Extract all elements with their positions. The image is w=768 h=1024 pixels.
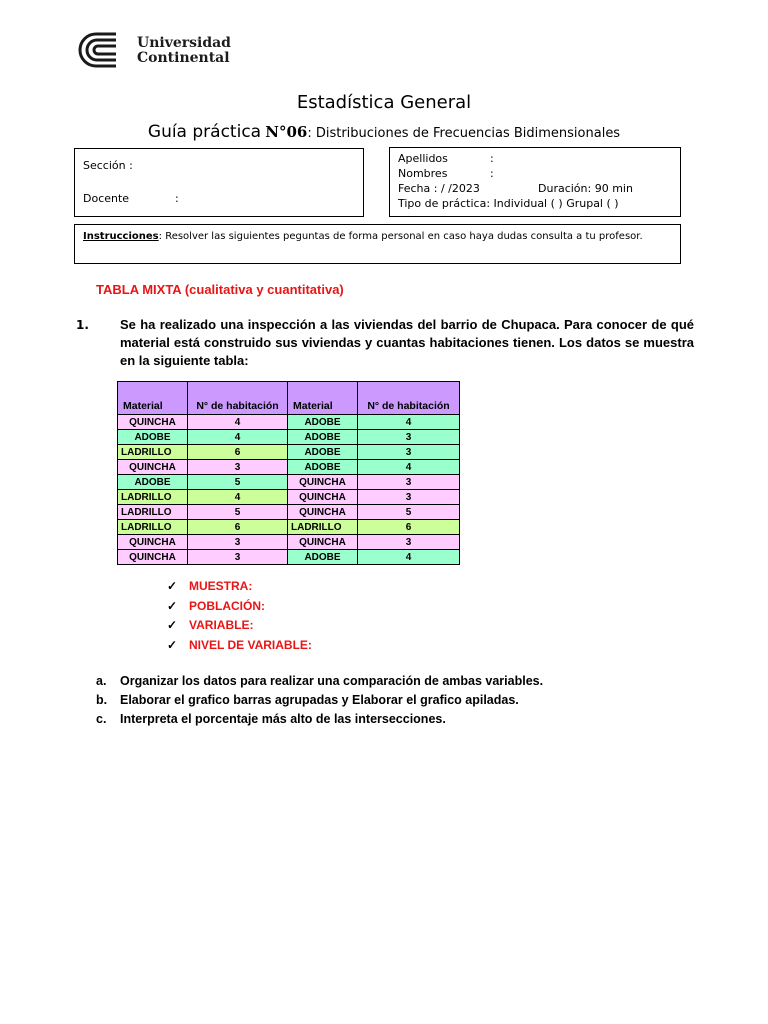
table-cell: QUINCHA: [118, 550, 188, 565]
table-cell: QUINCHA: [118, 415, 188, 430]
table-cell: LADRILLO: [288, 520, 358, 535]
apellidos-colon: :: [490, 152, 494, 165]
table-header: N° de habitación: [188, 382, 288, 415]
instructions-text: [83, 229, 671, 245]
table-header: Material: [118, 382, 188, 415]
table-cell: LADRILLO: [118, 520, 188, 535]
task-text: Interpreta el porcentaje más alto de las intersecciones.: [120, 712, 446, 726]
apellidos-label: Apellidos: [398, 152, 448, 165]
table-row: [118, 520, 460, 535]
table-cell: QUINCHA: [118, 535, 188, 550]
nombres-colon: :: [490, 167, 494, 180]
table-row: [118, 445, 460, 460]
section-title: TABLA MIXTA (cualitativa y cuantitativa): [96, 282, 344, 297]
checklist-label: NIVEL DE VARIABLE:: [189, 637, 312, 652]
table-row: [118, 535, 460, 550]
task-letter: c.: [96, 712, 107, 726]
table-cell: LADRILLO: [118, 490, 188, 505]
table-cell: 4: [358, 550, 460, 565]
table-cell: 6: [358, 520, 460, 535]
task-letter: a.: [96, 674, 107, 688]
logo-line1: Universidad: [137, 35, 231, 51]
table-cell: QUINCHA: [288, 505, 358, 520]
table-cell: 6: [188, 445, 288, 460]
table-cell: ADOBE: [288, 460, 358, 475]
table-cell: 3: [358, 475, 460, 490]
task-item: [96, 672, 543, 691]
table-cell: ADOBE: [118, 430, 188, 445]
table-cell: 5: [188, 475, 288, 490]
data-table: [117, 381, 460, 565]
table-cell: QUINCHA: [288, 535, 358, 550]
table-row: [118, 460, 460, 475]
table-header: Material: [288, 382, 358, 415]
table-cell: 5: [358, 505, 460, 520]
table-cell: 4: [188, 415, 288, 430]
seccion-label: Sección :: [83, 159, 133, 172]
table-cell: 4: [358, 460, 460, 475]
logo-text: [137, 36, 231, 66]
table-cell: 3: [188, 460, 288, 475]
info-box-left: [74, 148, 364, 217]
page-subtitle: [0, 122, 768, 142]
instructions-box: [74, 224, 681, 264]
checkmark-icon: ✓: [167, 598, 178, 613]
subtitle-number: N°06: [265, 123, 308, 141]
table-cell: QUINCHA: [118, 460, 188, 475]
task-text: Organizar los datos para realizar una comparación de ambas variables.: [120, 674, 544, 688]
checklist-item: [167, 636, 312, 656]
checkmark-icon: ✓: [167, 618, 178, 632]
checklist-label: VARIABLE:: [189, 618, 254, 632]
table-cell: 3: [358, 535, 460, 550]
table-cell: LADRILLO: [118, 445, 188, 460]
task-text: Elaborar el grafico barras agrupadas y Elaborar el grafico apiladas.: [120, 693, 519, 707]
instructions-label: Instrucciones: [83, 231, 159, 242]
table-cell: ADOBE: [288, 550, 358, 565]
logo-line2: Continental: [137, 50, 230, 66]
table-row: [118, 430, 460, 445]
docente-colon: :: [175, 192, 179, 205]
table-cell: ADOBE: [288, 415, 358, 430]
table-cell: ADOBE: [288, 445, 358, 460]
subtitle-rest: : Distribuciones de Frecuencias Bidimensionales: [307, 126, 621, 141]
checklist-item: [167, 616, 312, 636]
page-title: Estadística General: [296, 92, 472, 113]
table-row: [118, 415, 460, 430]
fecha-label: Fecha : / /2023: [398, 182, 480, 195]
table-cell: 3: [188, 535, 288, 550]
table-cell: 3: [358, 490, 460, 505]
checklist-item: [167, 577, 312, 597]
table-cell: ADOBE: [288, 430, 358, 445]
docente-label: Docente: [83, 192, 130, 205]
table-header-row: [118, 382, 460, 415]
instructions-body: : Resolver las siguientes peguntas de forma personal en caso haya dudas consulta a tu profesor.: [158, 231, 643, 242]
table-cell: 4: [188, 430, 288, 445]
table-cell: 5: [188, 505, 288, 520]
table-cell: 4: [358, 415, 460, 430]
nombres-label: Nombres: [398, 167, 448, 180]
subtitle-guide: Guía práctica: [147, 122, 262, 142]
duracion-label: Duración: 90 min: [538, 182, 633, 195]
checklist-label: POBLACIÓN:: [189, 598, 265, 613]
table-row: [118, 490, 460, 505]
table-cell: LADRILLO: [118, 505, 188, 520]
tipo-practica-label: Tipo de práctica: Individual ( ) Grupal ( ): [398, 197, 619, 210]
checklist-label: MUESTRA:: [189, 579, 253, 593]
checkmark-icon: ✓: [167, 637, 178, 652]
info-box-right: [389, 147, 681, 217]
table-cell: 4: [188, 490, 288, 505]
table-cell: 6: [188, 520, 288, 535]
table-row: [118, 505, 460, 520]
question-number: 1.: [76, 318, 89, 332]
checklist: [167, 577, 312, 655]
task-list: [96, 672, 543, 729]
table-cell: 3: [358, 445, 460, 460]
table-header: N° de habitación: [358, 382, 460, 415]
task-item: [96, 710, 543, 729]
table-cell: QUINCHA: [288, 490, 358, 505]
table-cell: 3: [188, 550, 288, 565]
question-text: Se ha realizado una inspección a las viviendas del barrio de Chupaca. Para conocer de qué material está construido sus viviendas y cuantas habitaciones tienen. Los datos se muestra en la siguiente tabla:: [120, 317, 694, 368]
task-letter: b.: [96, 693, 108, 707]
table-cell: ADOBE: [118, 475, 188, 490]
task-item: [96, 691, 543, 710]
checkmark-icon: ✓: [167, 579, 178, 593]
table-row: [118, 475, 460, 490]
table-row: [118, 550, 460, 565]
table-cell: 3: [358, 430, 460, 445]
table-cell: QUINCHA: [288, 475, 358, 490]
checklist-item: [167, 597, 312, 617]
